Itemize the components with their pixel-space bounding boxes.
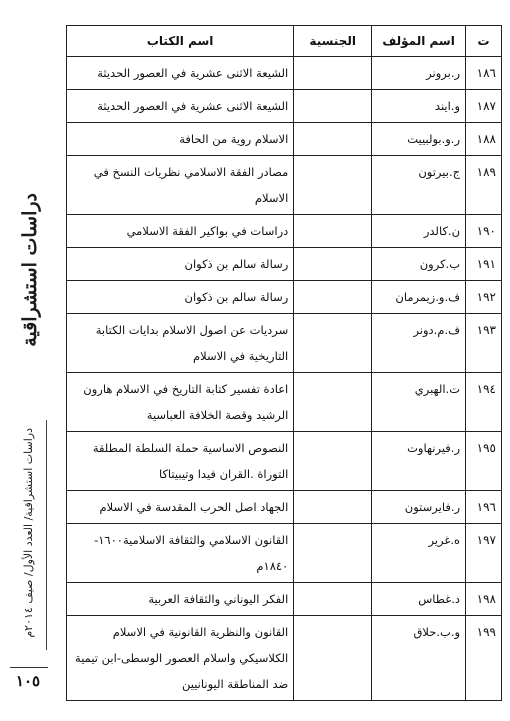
row-nationality [294, 432, 372, 491]
table-row [67, 373, 502, 432]
row-author: ج.بيرتون [372, 156, 466, 215]
table-row [67, 90, 502, 123]
row-num: ١٨٦ [466, 57, 502, 90]
header-title: اسم الكتاب [67, 26, 294, 57]
row-title: الاسلام روية من الحافة [67, 123, 294, 156]
row-author: ه.غرير [372, 524, 466, 583]
table-row [67, 123, 502, 156]
row-title: دراسات في بواكير الفقة الاسلامي [67, 215, 294, 248]
row-num: ١٩٥ [466, 432, 502, 491]
row-num: ١٩٩ [466, 616, 502, 701]
row-title: القانون والنظرية القانونية في الاسلام الكلاسيكي واسلام العصور الوسطى-ابن تيمية ضد المناطقة اليونانيين [67, 616, 294, 701]
header-num: ت [466, 26, 502, 57]
row-author: د.غطاس [372, 583, 466, 616]
row-num: ١٩١ [466, 248, 502, 281]
row-nationality [294, 583, 372, 616]
page-number-divider [10, 667, 48, 668]
row-author: ن.كالدر [372, 215, 466, 248]
row-title: الفكر اليوناني والثقافة العربية [67, 583, 294, 616]
row-nationality [294, 373, 372, 432]
journal-side-strip [0, 0, 60, 721]
running-header-text: دراسات استشراقية/ العدد الأول/ صيف ٢٠١٤م [21, 427, 35, 638]
table-row [67, 215, 502, 248]
table-row [67, 583, 502, 616]
row-nationality [294, 524, 372, 583]
row-num: ١٩٨ [466, 583, 502, 616]
row-title: سرديات عن اصول الاسلام بدايات الكتابة التاريخية في الاسلام [67, 314, 294, 373]
row-num: ١٩٤ [466, 373, 502, 432]
row-title: رسالة سالم بن ذكوان [67, 248, 294, 281]
table-row [67, 616, 502, 701]
row-author: ف.م.دونر [372, 314, 466, 373]
row-author: و.ب.حلاق [372, 616, 466, 701]
row-author: ب.كرون [372, 248, 466, 281]
row-author: و.ايند [372, 90, 466, 123]
row-num: ١٩٦ [466, 491, 502, 524]
header-nationality: الجنسية [294, 26, 372, 57]
table-row [67, 314, 502, 373]
row-title: الشيعة الاثنى عشرية في العصور الحديثة [67, 57, 294, 90]
row-author: ر.برونر [372, 57, 466, 90]
row-title: اعادة تفسير كتابة التاريخ في الاسلام هارون الرشيد وقصة الخلافة العباسية [67, 373, 294, 432]
row-title: رسالة سالم بن ذكوان [67, 281, 294, 314]
table-row [67, 248, 502, 281]
row-num: ١٨٩ [466, 156, 502, 215]
row-nationality [294, 57, 372, 90]
row-nationality [294, 491, 372, 524]
table-row [67, 57, 502, 90]
row-nationality [294, 156, 372, 215]
row-title: الجهاد اصل الحرب المقدسة في الاسلام [67, 491, 294, 524]
row-num: ١٩٢ [466, 281, 502, 314]
table-header-row [67, 26, 502, 57]
row-num: ١٩٠ [466, 215, 502, 248]
row-author: ر.فيرنهاوت [372, 432, 466, 491]
row-title: مصادر الفقة الاسلامي نظريات النسخ في الاسلام [67, 156, 294, 215]
row-num: ١٩٣ [466, 314, 502, 373]
table-row [67, 524, 502, 583]
page-number: ١٠٥ [15, 672, 41, 690]
row-nationality [294, 90, 372, 123]
books-table [66, 25, 502, 701]
row-nationality [294, 314, 372, 373]
row-author: ت.الهبري [372, 373, 466, 432]
running-header [8, 420, 48, 645]
journal-logo-text: دراسات استشراقية [19, 193, 41, 347]
row-author: ر.فايرستون [372, 491, 466, 524]
row-nationality [294, 215, 372, 248]
row-nationality [294, 123, 372, 156]
row-num: ١٨٧ [466, 90, 502, 123]
row-nationality [294, 616, 372, 701]
table-row [67, 281, 502, 314]
row-author: ف.و.زيمرمان [372, 281, 466, 314]
row-title: القانون الاسلامي والثقافة الاسلامية١٦٠٠- ١٨٤٠م [67, 524, 294, 583]
row-title: النصوص الاساسية حملة السلطة المطلقة التوراة .القران فيدا وتيبيتاكا [67, 432, 294, 491]
side-divider [46, 420, 47, 650]
table-row [67, 491, 502, 524]
row-author: ر.و.بولبييت [372, 123, 466, 156]
row-num: ١٨٨ [466, 123, 502, 156]
table-row [67, 156, 502, 215]
row-num: ١٩٧ [466, 524, 502, 583]
row-title: الشيعة الاثنى عشرية في العصور الحديثة [67, 90, 294, 123]
header-author: اسم المؤلف [372, 26, 466, 57]
table-row [67, 432, 502, 491]
journal-logo [6, 170, 54, 370]
row-nationality [294, 281, 372, 314]
row-nationality [294, 248, 372, 281]
